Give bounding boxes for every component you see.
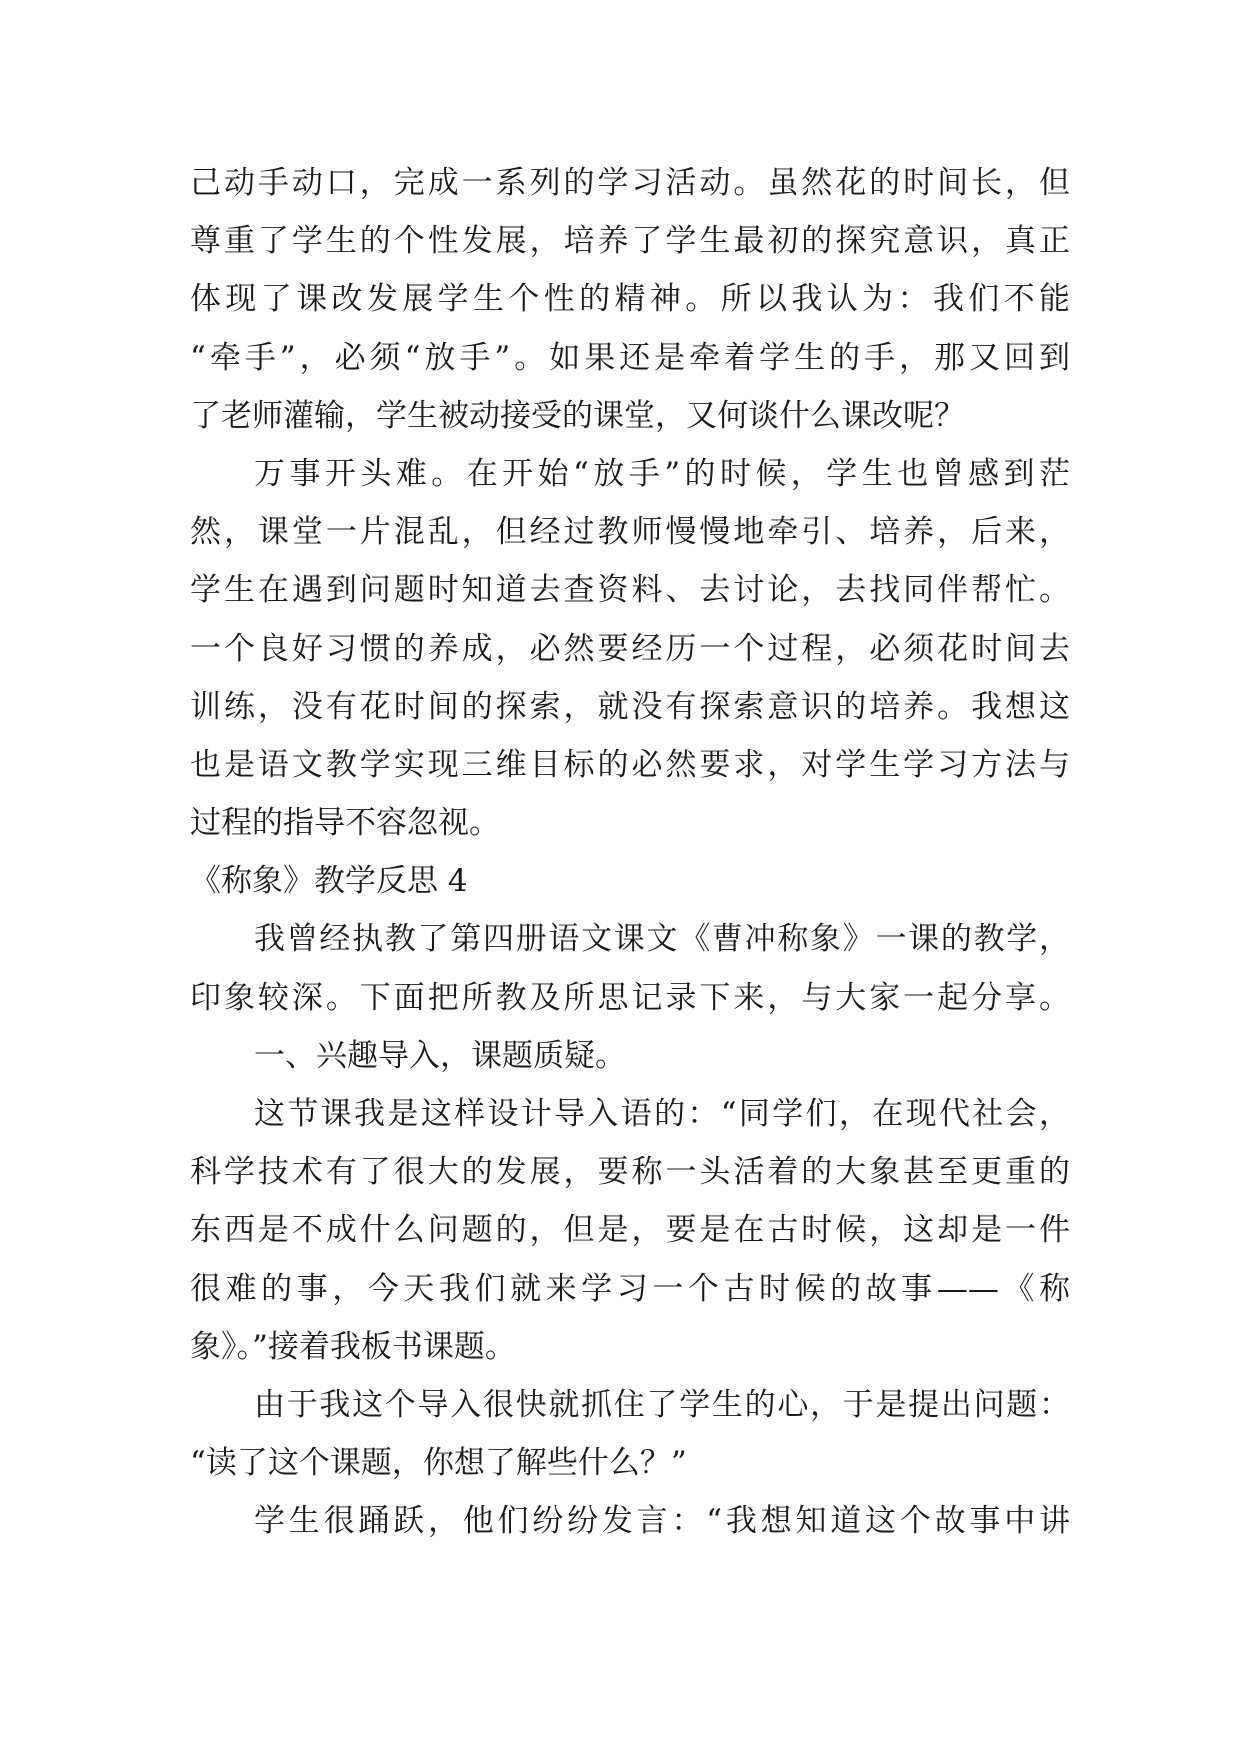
paragraph-line: 东西是不成什么问题的，但是，要是在古时候，这却是一件: [190, 1212, 1070, 1249]
paragraph-line: 尊重了学生的个性发展，培养了学生最初的探究意识，真正: [190, 223, 1070, 260]
paragraph-line: 科学技术有了很大的发展，要称一头活着的大象甚至更重的: [190, 1154, 1070, 1191]
paragraph-line: 一个良好习惯的养成，必然要经历一个过程，必须花时间去: [190, 630, 1070, 667]
document-body: [190, 154, 1070, 1551]
paragraph-line: 由于我这个导入很快就抓住了学生的心，于是提出问题：: [254, 1386, 1070, 1423]
paragraph-line: 万事开头难。在开始“放手”的时候，学生也曾感到茫: [254, 455, 1070, 492]
paragraph-line: 过程的指导不容忽视。: [190, 805, 500, 842]
paragraph-line: 然，课堂一片混乱，但经过教师慢慢地牵引、培养，后来，: [190, 514, 1070, 551]
paragraph-line: 学生在遇到问题时知道去查资料、去讨论，去找同伴帮忙。: [190, 572, 1070, 609]
paragraph-line: 了老师灌输，学生被动接受的课堂，又何谈什么课改呢？: [190, 397, 965, 434]
paragraph-line: 印象较深。下面把所教及所思记录下来，与大家一起分享。: [190, 979, 1070, 1016]
paragraph-line: 我曾经执教了第四册语文课文《曹冲称象》一课的教学，: [254, 921, 1070, 958]
section-heading: 《称象》教学反思 4: [190, 863, 468, 900]
paragraph-line: “牵手”，必须“放手”。如果还是牵着学生的手，那又回到: [190, 339, 1070, 376]
paragraph-line: 很难的事，今天我们就来学习一个古时候的故事——《称: [190, 1270, 1070, 1307]
paragraph-line: 学生很踊跃，他们纷纷发言：“我想知道这个故事中讲: [254, 1503, 1070, 1540]
paragraph-line: 一、兴趣导入，课题质疑。: [254, 1037, 626, 1074]
paragraph-line: 也是语文教学实现三维目标的必然要求，对学生学习方法与: [190, 746, 1070, 783]
paragraph-line: 象》。”接着我板书课题。: [190, 1328, 516, 1365]
paragraph-line: 体现了课改发展学生个性的精神。所以我认为：我们不能: [190, 281, 1070, 318]
paragraph-line: 己动手动口，完成一系列的学习活动。虽然花的时间长，但: [190, 165, 1070, 201]
paragraph-line: 训练，没有花时间的探索，就没有探索意识的培养。我想这: [190, 688, 1070, 725]
paragraph-line: 这节课我是这样设计导入语的：“同学们，在现代社会，: [254, 1096, 1070, 1132]
paragraph-line: “读了这个课题，你想了解些什么？”: [190, 1445, 687, 1482]
